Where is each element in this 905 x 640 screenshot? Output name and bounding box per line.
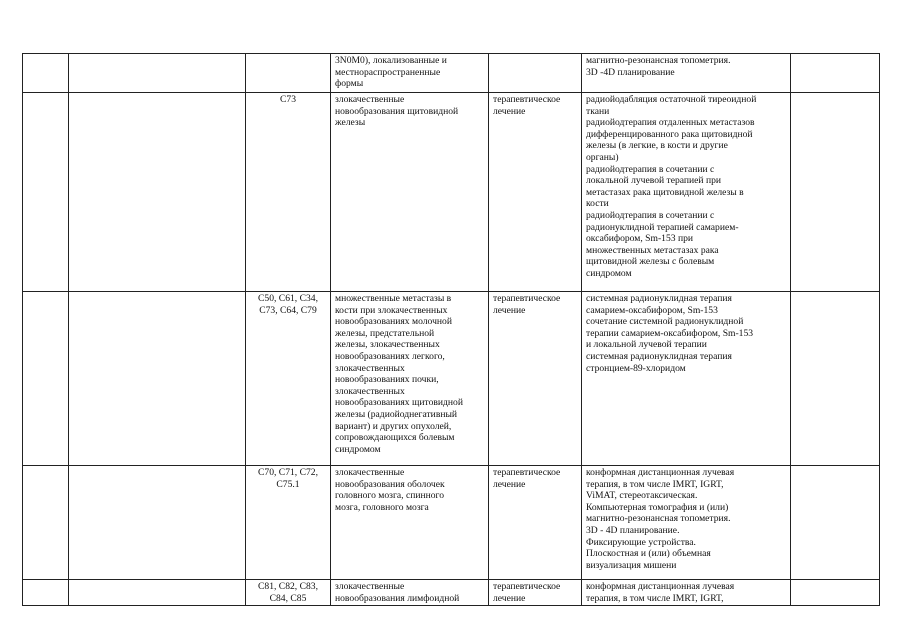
empty-cell-1 — [23, 580, 69, 606]
text-line: C73, C64, C79 — [259, 304, 317, 316]
text-line: магнитно-резонансная топометрия. — [586, 55, 731, 66]
icd-code-cell — [246, 54, 331, 93]
empty-cell-3 — [791, 580, 880, 606]
text-line: синдромом — [335, 443, 381, 455]
text-line: магнитно-резонансная топометрия. — [586, 513, 731, 525]
disease-cell — [331, 580, 489, 606]
disease-cell — [331, 466, 489, 580]
treatment-table — [22, 53, 880, 606]
text-line: щитовидной железы с болевым — [586, 256, 715, 268]
text-line: C84, C85 — [269, 592, 307, 604]
text-line: органы) — [586, 151, 619, 163]
table-row — [23, 93, 880, 292]
text-line: сочетание системной радионуклидной — [586, 316, 744, 328]
text-line: железы — [335, 117, 366, 129]
text-line: злокачественных — [335, 385, 405, 397]
text-line: системная радионуклидная терапия — [586, 293, 732, 304]
empty-cell-3 — [791, 292, 880, 466]
text-line: множественные метастазы в — [335, 293, 452, 304]
empty-cell-1 — [23, 93, 69, 292]
text-line: конформная дистанционная лучевая — [586, 467, 735, 478]
text-line: терапевтическое — [493, 467, 561, 478]
text-line: сопровождающихся болевым — [335, 432, 455, 444]
text-line: кости — [586, 198, 609, 210]
text-line: новообразованиях щитовидной — [335, 397, 463, 409]
text-line: железы, злокачественных — [335, 339, 440, 351]
text-line: 3N0M0), локализованные и — [335, 55, 447, 66]
text-line: лечение — [493, 592, 526, 604]
table-body — [23, 54, 880, 606]
text-line: радиойодабляция остаточной тиреоидной — [586, 94, 757, 105]
empty-cell-2 — [69, 93, 246, 292]
text-line: терапевтическое — [493, 94, 561, 105]
treatment-type-cell — [489, 292, 582, 466]
text-line: ViMAT, стереотаксическая. — [586, 490, 698, 502]
table-row — [23, 580, 880, 606]
treatment-type-cell — [489, 93, 582, 292]
text-line: и локальной лучевой терапии — [586, 339, 707, 351]
icd-code-cell — [246, 93, 331, 292]
text-line: новообразования щитовидной — [335, 105, 459, 117]
treatment-method-cell — [582, 466, 791, 580]
empty-cell-2 — [69, 54, 246, 93]
text-line: лечение — [493, 478, 526, 490]
text-line: радиойодтерапия в сочетании с — [586, 209, 715, 221]
text-line: стронцием-89-хлоридом — [586, 362, 686, 374]
text-line: метастазах рака щитовидной железы в — [586, 186, 744, 198]
text-line: терапевтическое — [493, 581, 561, 592]
treatment-method-cell — [582, 580, 791, 606]
text-line: дифференцированного рака щитовидной — [586, 128, 753, 140]
treatment-type-cell — [489, 580, 582, 606]
text-line: терапия, в том числе IMRT, IGRT, — [586, 478, 724, 490]
text-line: C50, C61, C34, — [258, 293, 318, 304]
empty-cell-3 — [791, 466, 880, 580]
empty-cell-1 — [23, 292, 69, 466]
text-line: вариант) и других опухолей, — [335, 420, 452, 432]
text-line: ткани — [586, 105, 610, 117]
text-line: множественных метастазах рака — [586, 244, 719, 256]
text-line: системная радионуклидная терапия — [586, 350, 732, 362]
text-line: терапевтическое — [493, 293, 561, 304]
empty-cell-3 — [791, 54, 880, 93]
text-line: железы (в легкие, в кости и другие — [586, 140, 728, 152]
text-line: кости при злокачественных — [335, 304, 448, 316]
empty-cell-2 — [69, 466, 246, 580]
text-line: местнораспространенные — [335, 66, 441, 78]
text-line: головного мозга, спинного — [335, 490, 445, 502]
text-line: локальной лучевой терапией при — [586, 175, 722, 187]
text-line: оксабифором, Sm-153 при — [586, 233, 694, 245]
text-line: злокачественные — [335, 581, 405, 592]
treatment-method-cell — [582, 292, 791, 466]
treatment-method-cell — [582, 93, 791, 292]
text-line: визуализация мишени — [586, 559, 677, 571]
disease-cell — [331, 93, 489, 292]
disease-cell — [331, 54, 489, 93]
text-line: новообразованиях молочной — [335, 316, 452, 328]
text-line: C75.1 — [276, 478, 300, 490]
text-line: конформная дистанционная лучевая — [586, 581, 735, 592]
empty-cell-2 — [69, 292, 246, 466]
disease-cell — [331, 292, 489, 466]
text-line: злокачественные — [335, 94, 405, 105]
empty-cell-3 — [791, 93, 880, 292]
empty-cell-1 — [23, 54, 69, 93]
text-line: злокачественных — [335, 362, 405, 374]
text-line: радиойодтерапия в сочетании с — [586, 163, 715, 175]
text-line: Компьютерная томография и (или) — [586, 501, 729, 513]
text-line: терапии самарием-оксабифором, Sm-153 — [586, 327, 754, 339]
text-line: мозга, головного мозга — [335, 501, 429, 513]
text-line: железы (радиойоднегативный — [335, 408, 458, 420]
text-line: самарием-оксабифором, Sm-153 — [586, 304, 718, 316]
text-line: новообразованиях почки, — [335, 374, 439, 386]
text-line: новообразования лимфоидной — [335, 592, 460, 604]
table-row — [23, 54, 880, 93]
text-line: C81, C82, C83, — [258, 581, 318, 592]
text-line: новообразованиях легкого, — [335, 350, 445, 362]
treatment-type-cell — [489, 54, 582, 93]
treatment-type-cell — [489, 466, 582, 580]
icd-code-cell — [246, 466, 331, 580]
text-line: радионуклидной терапией самарием- — [586, 221, 739, 233]
text-line: C73 — [280, 94, 296, 105]
text-line: Плоскостная и (или) объемная — [586, 548, 711, 560]
text-line: 3D - 4D планирование. — [586, 524, 680, 536]
text-line: железы, предстательной — [335, 327, 435, 339]
text-line: радиойодтерапия отдаленных метастазов — [586, 117, 755, 129]
empty-cell-2 — [69, 580, 246, 606]
text-line: лечение — [493, 105, 526, 117]
text-line: C70, C71, C72, — [258, 467, 318, 478]
text-line: злокачественные — [335, 467, 405, 478]
table-row — [23, 466, 880, 580]
text-line: новообразования оболочек — [335, 478, 445, 490]
text-line: синдромом — [586, 267, 632, 279]
icd-code-cell — [246, 292, 331, 466]
text-line: терапия, в том числе IMRT, IGRT, — [586, 592, 724, 604]
text-line: Фиксирующие устройства. — [586, 536, 696, 548]
text-line: лечение — [493, 304, 526, 316]
treatment-method-cell — [582, 54, 791, 93]
text-line: формы — [335, 78, 364, 90]
text-line: 3D -4D планирование — [586, 66, 675, 78]
empty-cell-1 — [23, 466, 69, 580]
table-row — [23, 292, 880, 466]
icd-code-cell — [246, 580, 331, 606]
